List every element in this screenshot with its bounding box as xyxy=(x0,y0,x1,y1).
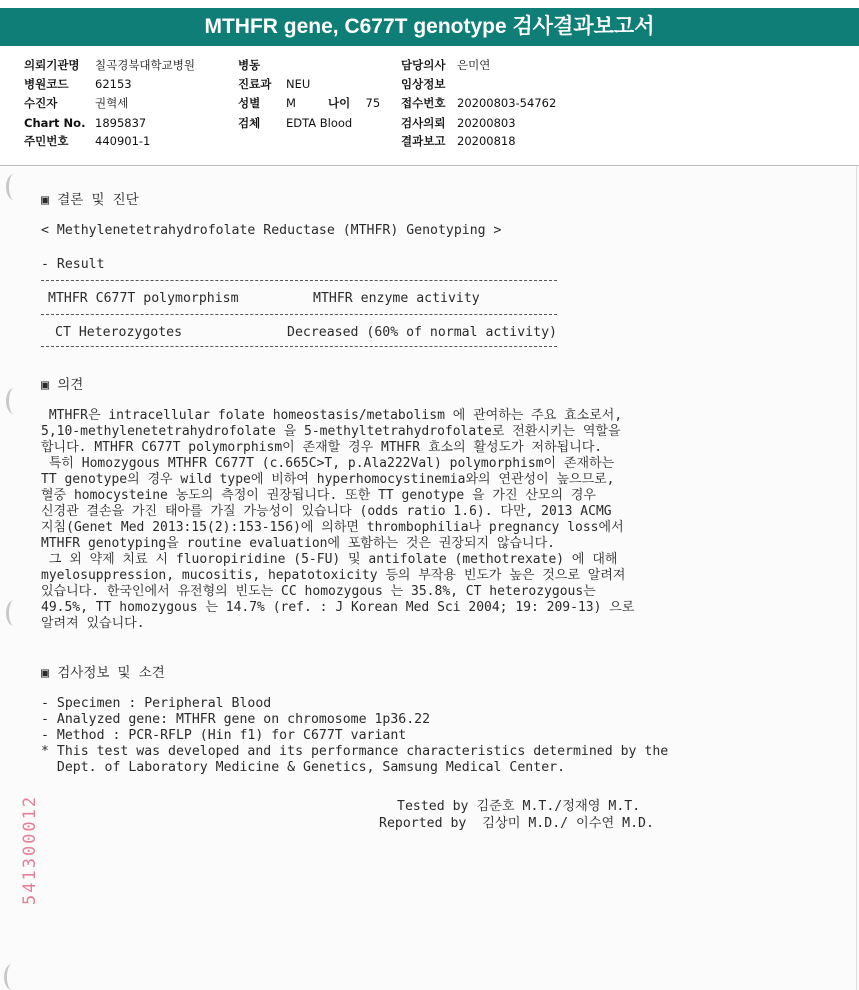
header-field-label: 진료과 xyxy=(238,77,272,91)
header-field-value: 은미연 xyxy=(457,58,491,72)
age-label: 나이 xyxy=(328,96,351,110)
header-field-value: 62153 xyxy=(95,77,132,91)
info-line: Dept. of Laboratory Medicine & Genetics, Samsung Medical Center. xyxy=(41,760,566,775)
header-field-label: 결과보고 xyxy=(401,134,446,148)
header-field-label: 의뢰기관명 xyxy=(24,58,80,72)
header-field-value: 440901-1 xyxy=(95,134,151,148)
opinion-line: 있습니다. 한국인에서 유전형의 빈도는 CC homozygous 는 35.8%, CT heterozygous는 xyxy=(41,584,596,599)
header-field-value: M xyxy=(286,96,296,110)
opinion-line: 5,10-methylenetetrahydrofolate 을 5-methyltetrahydrofolate로 전환시키는 역할을 xyxy=(41,424,621,439)
opinion-line: 신경관 결손을 가진 태아를 가질 가능성이 있습니다 (odds ratio 1.6). 다만, 2013 ACMG xyxy=(41,504,612,519)
header-field xyxy=(24,134,150,148)
header-field-label: 접수번호 xyxy=(401,96,446,110)
reported-by: Reported by 김상미 M.D./ 이수연 M.D. xyxy=(379,816,654,831)
header-field xyxy=(24,77,132,91)
age-field xyxy=(328,96,380,110)
opinion-line: myelosuppression, mucositis, hepatotoxicity 등의 부작용 빈도가 높은 것으로 알려져 xyxy=(41,568,626,583)
table-header-col1: MTHFR C677T polymorphism xyxy=(48,291,239,306)
header-field-label: 검사의뢰 xyxy=(401,116,446,130)
table-cell-activity: Decreased (60% of normal activity) xyxy=(287,325,557,340)
header-field-label: 성별 xyxy=(238,96,261,110)
header-field-label: 검체 xyxy=(238,116,261,130)
header-field xyxy=(24,96,128,110)
info-line: - Method : PCR-RFLP (Hin f1) for C677T variant xyxy=(41,728,407,743)
header-field xyxy=(238,116,352,130)
header-field xyxy=(24,116,146,130)
header-field-value: 20200803-54762 xyxy=(457,96,557,110)
binder-ring xyxy=(6,174,22,200)
header-field-label: 병동 xyxy=(238,58,261,72)
header-field-value: 1895837 xyxy=(95,116,147,130)
opinion-line: 49.5%, TT homozygous 는 14.7% (ref. : J Korean Med Sci 2004; 19: 209-13) 으로 xyxy=(41,600,635,615)
opinion-line: 알려져 있습니다. xyxy=(41,616,145,631)
method-line: < Methylenetetrahydrofolate Reductase (MTHFR) Genotyping > xyxy=(41,223,502,238)
info-line: - Analyzed gene: MTHFR gene on chromosome 1p36.22 xyxy=(41,712,431,727)
info-line: - Specimen : Peripheral Blood xyxy=(41,696,272,711)
header-field-value: 칠곡경북대학교병원 xyxy=(95,58,195,72)
section-opinion-title: ▣ 의견 xyxy=(41,377,84,393)
table-rule-top xyxy=(41,280,557,281)
header-field-value: NEU xyxy=(286,77,311,91)
side-serial-number: 541300012 xyxy=(20,794,40,905)
report-title: MTHFR gene, C677T genotype 검사결과보고서 xyxy=(0,8,859,46)
header-field-value: 20200803 xyxy=(457,116,516,130)
opinion-text xyxy=(41,408,634,632)
header-field-value: 권혁세 xyxy=(95,96,129,110)
header-field-label: 병원코드 xyxy=(24,77,69,91)
binder-ring xyxy=(6,600,22,626)
header-field xyxy=(238,58,286,72)
test-info-text xyxy=(41,696,668,776)
result-label: - Result xyxy=(41,257,105,272)
info-line: * This test was developed and its performance characteristics determined by the xyxy=(41,744,669,759)
opinion-line: 합니다. MTHFR C677T polymorphism이 존재할 경우 MTHFR 효소의 활성도가 저하됩니다. xyxy=(41,440,603,455)
binder-ring xyxy=(4,964,20,990)
opinion-line: 지침(Genet Med 2013:15(2):153-156)에 의하면 thrombophilia나 pregnancy loss에서 xyxy=(41,520,624,535)
header-field-label: 수진자 xyxy=(24,96,58,110)
header-field xyxy=(401,58,490,72)
opinion-line: 특히 Homozygous MTHFR C677T (c.665C>T, p.Ala222Val) polymorphism이 존재하는 xyxy=(41,456,615,471)
header-field xyxy=(401,134,516,148)
binder-ring xyxy=(6,388,22,414)
header-field-value: 20200818 xyxy=(457,134,516,148)
table-rule-middle xyxy=(41,314,557,315)
opinion-line: TT genotype의 경우 wild type에 비하여 hyperhomocystinemia와의 연관성이 높으므로, xyxy=(41,472,615,487)
header-field-value: EDTA Blood xyxy=(286,116,353,130)
section-info-title: ▣ 검사정보 및 소견 xyxy=(41,665,165,681)
opinion-line: MTHFR genotyping을 routine evaluation에 포함하는 것은 권장되지 않습니다. xyxy=(41,536,555,551)
header-field xyxy=(401,77,457,91)
header-field xyxy=(24,58,195,72)
section-conclusion-title: ▣ 결론 및 진단 xyxy=(41,192,139,208)
table-rule-bottom xyxy=(41,346,557,347)
opinion-line: MTHFR은 intracellular folate homeostasis/metabolism 에 관여하는 주요 효소로서, xyxy=(41,408,623,423)
age-value: 75 xyxy=(365,96,381,110)
table-header-col2: MTHFR enzyme activity xyxy=(313,291,480,306)
header-field xyxy=(238,96,296,110)
scan-edge-line xyxy=(856,166,857,990)
header-field xyxy=(401,116,516,130)
opinion-line: 그 외 약제 치료 시 fluoropiridine (5-FU) 및 antifolate (methotrexate) 에 대해 xyxy=(41,552,618,567)
header-field xyxy=(401,96,556,110)
opinion-line: 혈중 homocysteine 농도의 측정이 권장됩니다. 또한 TT genotype 을 가진 산모의 경우 xyxy=(41,488,596,503)
tested-by: Tested by 김준호 M.T./정재영 M.T. xyxy=(397,799,641,814)
header-field-label: 주민번호 xyxy=(24,134,69,148)
header-field xyxy=(238,77,310,91)
header-field-label: 담당의사 xyxy=(401,58,446,72)
header-field-label: 임상정보 xyxy=(401,77,446,91)
header-field-label: Chart No. xyxy=(24,116,86,130)
table-cell-genotype: CT Heterozygotes xyxy=(55,325,183,340)
